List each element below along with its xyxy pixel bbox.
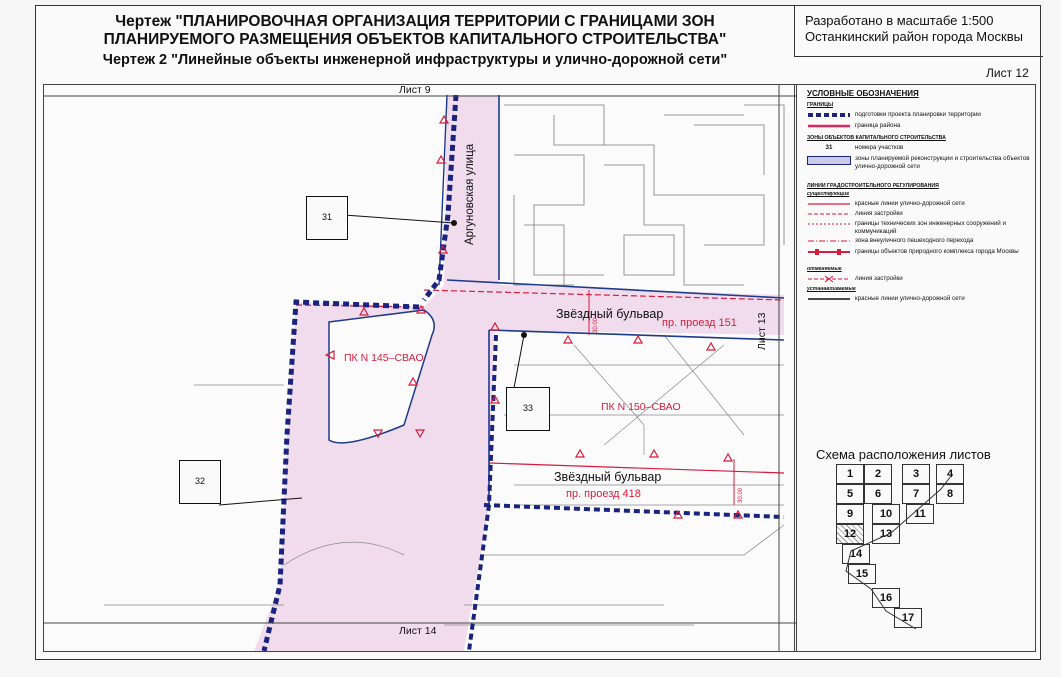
district-text: Останкинский район города Москвы	[805, 29, 1023, 44]
legend-item-district: граница района	[807, 122, 1032, 131]
legend-title: УСЛОВНЫЕ ОБОЗНАЧЕНИЯ	[807, 89, 919, 98]
street-label-zvezdny-1: Звёздный бульвар	[556, 307, 664, 321]
legend-item-project: подготовки проекта планировки территории	[807, 111, 1032, 120]
new-red-line-symbol	[807, 295, 851, 303]
scheme-route-line	[831, 461, 961, 641]
scale-text: Разработано в масштабе 1:500	[805, 13, 994, 28]
project-boundary-symbol	[807, 111, 851, 119]
map-svg	[44, 85, 796, 651]
legend-item-tech-zones: границы технических зон инженерных сооружений и коммуникаций	[807, 220, 1032, 236]
buildings-block	[504, 105, 784, 285]
scheme-cell: 5	[836, 484, 864, 504]
scheme-cell-current: 12	[836, 524, 864, 544]
building-line-symbol	[807, 210, 851, 218]
dimension-label-2: 30.00	[738, 487, 744, 503]
red-line-symbol	[807, 200, 851, 208]
sheet-number: Лист 12	[986, 66, 1029, 80]
plot-box-31	[306, 196, 348, 240]
scheme-cell: 17	[894, 608, 922, 628]
legend-item-natural: границы объектов природного комплекса города Москвы	[807, 248, 1032, 264]
pedestrian-symbol	[807, 237, 851, 245]
legend-section-zones: ЗОНЫ ОБЪЕКТОВ КАПИТАЛЬНОГО СТРОИТЕЛЬСТВА	[807, 135, 946, 141]
drawing-sheet	[35, 5, 1041, 660]
scale-box	[794, 5, 1043, 57]
title-line-1: Чертеж "ПЛАНИРОВОЧНАЯ ОРГАНИЗАЦИЯ ТЕРРИТОРИИ С ГРАНИЦАМИ ЗОН	[115, 13, 715, 30]
legend-section-boundaries: ГРАНИЦЫ	[807, 102, 834, 108]
zone-fill-symbol	[807, 156, 851, 165]
cancelled-line-symbol	[807, 275, 851, 283]
scheme-title: Схема расположения листов	[816, 447, 991, 462]
legend-sub-cancelled: отменяемые	[807, 266, 842, 272]
pk-145-label: ПК N 145–СВАО	[344, 352, 424, 364]
district-boundary-symbol	[807, 122, 851, 130]
legend-item-building-line: линия застройки	[807, 210, 1032, 219]
scheme-cell: 2	[864, 464, 892, 484]
legend-item-pedestrian: зона внеуличного пешеходного перехода	[807, 237, 1032, 246]
scheme-cell: 9	[836, 504, 864, 524]
plot-32-label: 32	[194, 476, 205, 486]
proezd-418-label: пр. проезд 418	[566, 488, 641, 500]
legend-item-red-lines: красные линии улично-дорожной сети	[807, 200, 1032, 209]
legend-sub-existing: существующие	[807, 191, 850, 197]
street-label-argunovskaya: Аргуновская улица	[464, 143, 476, 245]
sheet-ref-right: Лист 13	[756, 312, 768, 350]
plot-31-label: 31	[321, 212, 332, 222]
legend-item-red-lines-new: красные линии улично-дорожной сети	[807, 295, 1032, 304]
legend-item-building-line-cancel: линия застройки	[807, 275, 1032, 284]
proezd-151-label: пр. проезд 151	[662, 317, 737, 329]
legend-item-plot-numbers: 31 номера участков	[807, 144, 1032, 153]
plot-number-symbol: 31	[825, 144, 833, 151]
plot-box-33	[506, 387, 550, 431]
scheme-cell: 11	[906, 504, 934, 524]
scheme-cell: 16	[872, 588, 900, 608]
scheme-cell: 7	[902, 484, 930, 504]
scheme-cell: 3	[902, 464, 930, 484]
plot-box-32	[179, 460, 221, 504]
pk-150-label: ПК N 150–СВАО	[601, 401, 681, 413]
scheme-cell: 8	[936, 484, 964, 504]
title-line-2: ПЛАНИРУЕМОГО РАЗМЕЩЕНИЯ ОБЪЕКТОВ КАПИТАЛЬНОГО СТРОИТЕЛЬСТВА"	[103, 31, 727, 48]
map-area	[43, 84, 797, 652]
sheet-ref-bottom: Лист 14	[399, 625, 437, 637]
legend-sub-established: устанавливаемые	[807, 286, 856, 292]
scheme-cell: 4	[936, 464, 964, 484]
scheme-cell: 10	[872, 504, 900, 524]
title-line-3: Чертеж 2 "Линейные объекты инженерной инфраструктуры и улично-дорожной сети"	[102, 52, 728, 68]
scheme-cell: 15	[848, 564, 876, 584]
natural-boundary-symbol	[807, 248, 851, 256]
scheme-cell: 6	[864, 484, 892, 504]
plot-33-label: 33	[522, 403, 533, 413]
sheet-ref-top: Лист 9	[399, 84, 431, 96]
scheme-cell: 13	[872, 524, 900, 544]
scheme-cell: 1	[836, 464, 864, 484]
dimension-label-1: 30.00	[593, 317, 599, 333]
legend-section-regulation: ЛИНИИ ГРАДОСТРОИТЕЛЬНОГО РЕГУЛИРОВАНИЯ	[807, 183, 939, 189]
street-label-zvezdny-2: Звёздный бульвар	[554, 470, 662, 484]
legend-item-zone: зоны планируемой реконструкции и строительства объектов улично-дорожной сети	[807, 155, 1032, 179]
tech-zone-symbol	[807, 220, 851, 228]
scheme-cell: 14	[842, 544, 870, 564]
title-block	[36, 6, 794, 72]
